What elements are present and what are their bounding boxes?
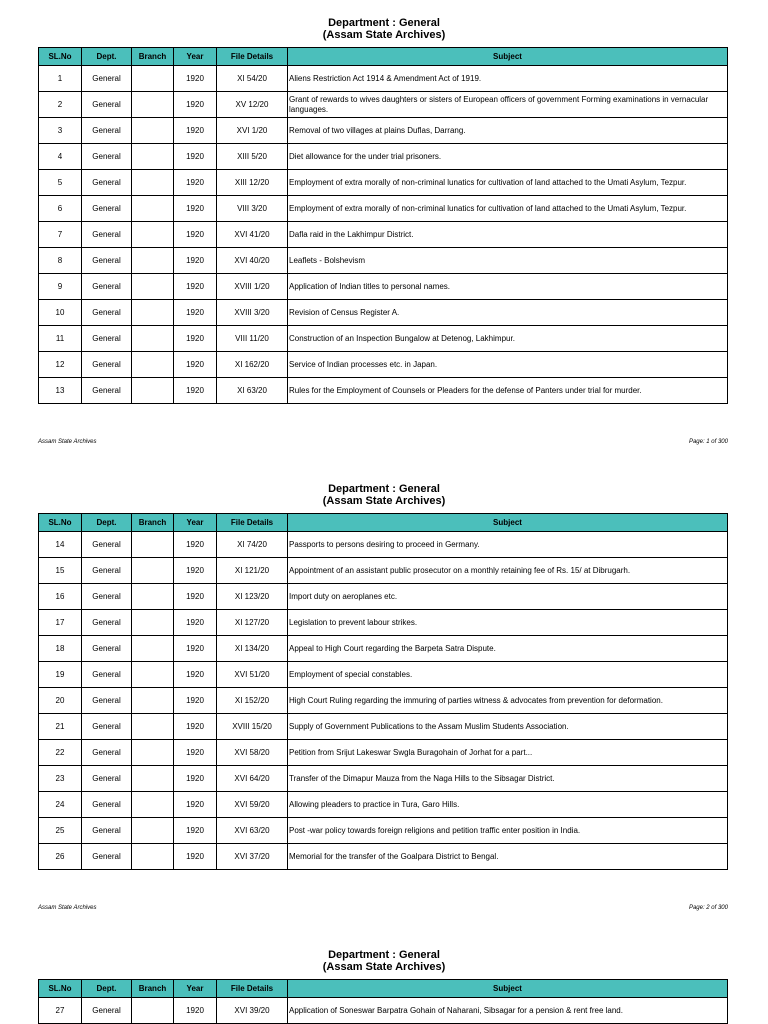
- cell-branch: [132, 326, 174, 352]
- cell-slno: 17: [39, 610, 82, 636]
- table-row: [39, 274, 728, 300]
- cell-year: 1920: [174, 196, 217, 222]
- cell-slno: 13: [39, 378, 82, 404]
- records-table-page-1: [38, 47, 728, 404]
- cell-year: 1920: [174, 92, 217, 118]
- footer-archive-name: Assam State Archives: [38, 905, 97, 911]
- cell-branch: [132, 66, 174, 92]
- col-header-dept: Dept.: [82, 514, 132, 532]
- col-header-year: Year: [174, 48, 217, 66]
- cell-branch: [132, 558, 174, 584]
- cell-dept: General: [82, 636, 132, 662]
- cell-dept: General: [82, 196, 132, 222]
- cell-dept: General: [82, 532, 132, 558]
- table-header-row: [39, 514, 728, 532]
- cell-file-details: XVI 64/20: [217, 766, 288, 792]
- table-row: [39, 144, 728, 170]
- table-row: [39, 998, 728, 1024]
- table-header-row: [39, 980, 728, 998]
- records-table-page-2: [38, 513, 728, 870]
- table-row: [39, 844, 728, 870]
- col-header-subject: Subject: [288, 980, 728, 998]
- cell-slno: 25: [39, 818, 82, 844]
- cell-file-details: XVI 59/20: [217, 792, 288, 818]
- cell-year: 1920: [174, 378, 217, 404]
- cell-dept: General: [82, 558, 132, 584]
- cell-branch: [132, 248, 174, 274]
- cell-branch: [132, 792, 174, 818]
- col-header-slno: SL.No: [39, 980, 82, 998]
- table-row: [39, 248, 728, 274]
- cell-dept: General: [82, 326, 132, 352]
- cell-year: 1920: [174, 740, 217, 766]
- cell-year: 1920: [174, 170, 217, 196]
- cell-subject: Dafla raid in the Lakhimpur District.: [288, 222, 728, 248]
- cell-branch: [132, 636, 174, 662]
- cell-branch: [132, 378, 174, 404]
- cell-slno: 16: [39, 584, 82, 610]
- cell-file-details: XVIII 3/20: [217, 300, 288, 326]
- page3-title: Department : General: [328, 949, 440, 961]
- cell-dept: General: [82, 610, 132, 636]
- cell-slno: 22: [39, 740, 82, 766]
- col-header-file-details: File Details: [217, 48, 288, 66]
- cell-subject: Appointment of an assistant public prosecutor on a monthly retaining fee of Rs. 15/ at Dibrugarh.: [288, 558, 728, 584]
- cell-subject: Rules for the Employment of Counsels or Pleaders for the defense of Panters under trial for murder.: [288, 378, 728, 404]
- cell-file-details: XI 121/20: [217, 558, 288, 584]
- cell-file-details: XI 123/20: [217, 584, 288, 610]
- page2-subtitle: (Assam State Archives): [322, 495, 446, 507]
- cell-branch: [132, 300, 174, 326]
- cell-file-details: XI 54/20: [217, 66, 288, 92]
- col-header-slno: SL.No: [39, 514, 82, 532]
- cell-subject: Transfer of the Dimapur Mauza from the Naga Hills to the Sibsagar District.: [288, 766, 728, 792]
- cell-branch: [132, 998, 174, 1024]
- cell-year: 1920: [174, 844, 217, 870]
- cell-dept: General: [82, 118, 132, 144]
- table-row: [39, 636, 728, 662]
- cell-subject: Employment of special constables.: [288, 662, 728, 688]
- cell-branch: [132, 688, 174, 714]
- cell-subject: Employment of extra morally of non-criminal lunatics for cultivation of land attached to the Umati Asylum, Tezpur.: [288, 196, 728, 222]
- cell-subject: Petition from Srijut Lakeswar Swgla Buragohain of Jorhat for a part...: [288, 740, 728, 766]
- table-row: [39, 326, 728, 352]
- cell-year: 1920: [174, 222, 217, 248]
- cell-year: 1920: [174, 688, 217, 714]
- cell-subject: Import duty on aeroplanes etc.: [288, 584, 728, 610]
- cell-file-details: XI 162/20: [217, 352, 288, 378]
- cell-dept: General: [82, 818, 132, 844]
- cell-dept: General: [82, 688, 132, 714]
- cell-dept: General: [82, 274, 132, 300]
- cell-dept: General: [82, 584, 132, 610]
- cell-file-details: XVI 39/20: [217, 998, 288, 1024]
- cell-dept: General: [82, 170, 132, 196]
- cell-subject: Revision of Census Register A.: [288, 300, 728, 326]
- table-row: [39, 610, 728, 636]
- cell-year: 1920: [174, 584, 217, 610]
- col-header-branch: Branch: [132, 980, 174, 998]
- col-header-file-details: File Details: [217, 980, 288, 998]
- cell-subject: Post -war policy towards foreign religions and petition traffic enter position in India.: [288, 818, 728, 844]
- cell-file-details: XV 12/20: [217, 92, 288, 118]
- cell-dept: General: [82, 998, 132, 1024]
- cell-branch: [132, 274, 174, 300]
- cell-file-details: XIII 5/20: [217, 144, 288, 170]
- cell-year: 1920: [174, 818, 217, 844]
- cell-slno: 14: [39, 532, 82, 558]
- cell-file-details: XVI 37/20: [217, 844, 288, 870]
- cell-file-details: XI 63/20: [217, 378, 288, 404]
- cell-subject: Diet allowance for the under trial prisoners.: [288, 144, 728, 170]
- cell-dept: General: [82, 222, 132, 248]
- cell-file-details: XI 127/20: [217, 610, 288, 636]
- cell-file-details: VIII 11/20: [217, 326, 288, 352]
- cell-slno: 18: [39, 636, 82, 662]
- cell-slno: 8: [39, 248, 82, 274]
- col-header-branch: Branch: [132, 514, 174, 532]
- cell-subject: Leaflets - Bolshevism: [288, 248, 728, 274]
- cell-slno: 19: [39, 662, 82, 688]
- cell-subject: Removal of two villages at plains Duflas, Darrang.: [288, 118, 728, 144]
- cell-file-details: XVI 41/20: [217, 222, 288, 248]
- cell-year: 1920: [174, 326, 217, 352]
- cell-slno: 23: [39, 766, 82, 792]
- cell-dept: General: [82, 844, 132, 870]
- cell-year: 1920: [174, 662, 217, 688]
- cell-subject: Memorial for the transfer of the Goalpara District to Bengal.: [288, 844, 728, 870]
- cell-file-details: XVI 63/20: [217, 818, 288, 844]
- cell-branch: [132, 118, 174, 144]
- table-row: [39, 378, 728, 404]
- cell-branch: [132, 352, 174, 378]
- cell-subject: Aliens Restriction Act 1914 & Amendment Act of 1919.: [288, 66, 728, 92]
- cell-slno: 15: [39, 558, 82, 584]
- page3-subtitle: (Assam State Archives): [322, 961, 446, 973]
- cell-slno: 9: [39, 274, 82, 300]
- table-row: [39, 818, 728, 844]
- cell-year: 1920: [174, 998, 217, 1024]
- cell-file-details: XVI 40/20: [217, 248, 288, 274]
- cell-dept: General: [82, 300, 132, 326]
- cell-branch: [132, 584, 174, 610]
- cell-file-details: XI 74/20: [217, 532, 288, 558]
- cell-branch: [132, 170, 174, 196]
- cell-file-details: XVI 1/20: [217, 118, 288, 144]
- table-row: [39, 170, 728, 196]
- table-row: [39, 300, 728, 326]
- page1-title: Department : General: [328, 17, 440, 29]
- col-header-dept: Dept.: [82, 48, 132, 66]
- cell-slno: 10: [39, 300, 82, 326]
- cell-subject: Service of Indian processes etc. in Japan.: [288, 352, 728, 378]
- cell-file-details: XVI 58/20: [217, 740, 288, 766]
- col-header-subject: Subject: [288, 514, 728, 532]
- cell-dept: General: [82, 144, 132, 170]
- col-header-year: Year: [174, 980, 217, 998]
- cell-subject: Appeal to High Court regarding the Barpeta Satra Dispute.: [288, 636, 728, 662]
- cell-slno: 12: [39, 352, 82, 378]
- cell-year: 1920: [174, 792, 217, 818]
- cell-subject: Allowing pleaders to practice in Tura, Garo Hills.: [288, 792, 728, 818]
- cell-slno: 21: [39, 714, 82, 740]
- cell-year: 1920: [174, 144, 217, 170]
- cell-subject: Grant of rewards to wives daughters or sisters of European officers of government Forming examinations in vernacular languages.: [288, 92, 728, 118]
- cell-branch: [132, 714, 174, 740]
- cell-file-details: XVIII 1/20: [217, 274, 288, 300]
- footer-page-number: Page: 2 of 300: [688, 905, 728, 911]
- col-header-branch: Branch: [132, 48, 174, 66]
- col-header-dept: Dept.: [82, 980, 132, 998]
- table-row: [39, 584, 728, 610]
- col-header-file-details: File Details: [217, 514, 288, 532]
- cell-year: 1920: [174, 352, 217, 378]
- cell-year: 1920: [174, 66, 217, 92]
- cell-subject: Application of Indian titles to personal names.: [288, 274, 728, 300]
- table-row: [39, 662, 728, 688]
- cell-slno: 5: [39, 170, 82, 196]
- cell-slno: 4: [39, 144, 82, 170]
- cell-year: 1920: [174, 274, 217, 300]
- cell-file-details: XVI 51/20: [217, 662, 288, 688]
- cell-branch: [132, 662, 174, 688]
- cell-year: 1920: [174, 300, 217, 326]
- table-row: [39, 196, 728, 222]
- table-row: [39, 688, 728, 714]
- cell-subject: High Court Ruling regarding the immuring of parties witness & advocates from prevention for deformation.: [288, 688, 728, 714]
- cell-file-details: XVIII 15/20: [217, 714, 288, 740]
- cell-year: 1920: [174, 118, 217, 144]
- table-row: [39, 714, 728, 740]
- cell-branch: [132, 844, 174, 870]
- table-row: [39, 740, 728, 766]
- cell-branch: [132, 532, 174, 558]
- cell-subject: Employment of extra morally of non-criminal lunatics for cultivation of land attached to the Umati Asylum, Tezpur.: [288, 170, 728, 196]
- table-row: [39, 766, 728, 792]
- cell-branch: [132, 740, 174, 766]
- col-header-subject: Subject: [288, 48, 728, 66]
- cell-slno: 24: [39, 792, 82, 818]
- cell-file-details: XI 152/20: [217, 688, 288, 714]
- table-row: [39, 118, 728, 144]
- cell-slno: 11: [39, 326, 82, 352]
- page2-title: Department : General: [328, 483, 440, 495]
- table-row: [39, 66, 728, 92]
- cell-slno: 20: [39, 688, 82, 714]
- cell-dept: General: [82, 66, 132, 92]
- cell-slno: 27: [39, 998, 82, 1024]
- cell-branch: [132, 610, 174, 636]
- cell-slno: 7: [39, 222, 82, 248]
- cell-dept: General: [82, 714, 132, 740]
- cell-dept: General: [82, 92, 132, 118]
- table-row: [39, 558, 728, 584]
- cell-dept: General: [82, 248, 132, 274]
- cell-year: 1920: [174, 558, 217, 584]
- col-header-year: Year: [174, 514, 217, 532]
- cell-slno: 2: [39, 92, 82, 118]
- cell-year: 1920: [174, 248, 217, 274]
- col-header-slno: SL.No: [39, 48, 82, 66]
- table-header-row: [39, 48, 728, 66]
- table-row: [39, 352, 728, 378]
- cell-subject: Supply of Government Publications to the Assam Muslim Students Association.: [288, 714, 728, 740]
- cell-branch: [132, 92, 174, 118]
- cell-slno: 3: [39, 118, 82, 144]
- table-row: [39, 92, 728, 118]
- cell-subject: Legislation to prevent labour strikes.: [288, 610, 728, 636]
- cell-subject: Application of Soneswar Barpatra Gohain of Naharani, Sibsagar for a pension & rent free land.: [288, 998, 728, 1024]
- cell-branch: [132, 766, 174, 792]
- footer-page-number: Page: 1 of 300: [688, 439, 728, 445]
- table-row: [39, 792, 728, 818]
- cell-slno: 1: [39, 66, 82, 92]
- cell-dept: General: [82, 792, 132, 818]
- cell-file-details: XIII 12/20: [217, 170, 288, 196]
- cell-subject: Passports to persons desiring to proceed in Germany.: [288, 532, 728, 558]
- cell-file-details: XI 134/20: [217, 636, 288, 662]
- cell-dept: General: [82, 766, 132, 792]
- cell-branch: [132, 144, 174, 170]
- table-row: [39, 222, 728, 248]
- cell-year: 1920: [174, 636, 217, 662]
- cell-slno: 26: [39, 844, 82, 870]
- cell-year: 1920: [174, 532, 217, 558]
- records-table-page-3: [38, 979, 728, 1024]
- cell-branch: [132, 222, 174, 248]
- table-row: [39, 532, 728, 558]
- cell-branch: [132, 818, 174, 844]
- cell-dept: General: [82, 740, 132, 766]
- cell-year: 1920: [174, 610, 217, 636]
- footer-archive-name: Assam State Archives: [38, 439, 97, 445]
- page1-subtitle: (Assam State Archives): [322, 29, 446, 41]
- cell-dept: General: [82, 662, 132, 688]
- cell-file-details: VIII 3/20: [217, 196, 288, 222]
- cell-branch: [132, 196, 174, 222]
- cell-subject: Construction of an Inspection Bungalow at Detenog, Lakhimpur.: [288, 326, 728, 352]
- cell-year: 1920: [174, 714, 217, 740]
- cell-dept: General: [82, 352, 132, 378]
- cell-dept: General: [82, 378, 132, 404]
- cell-year: 1920: [174, 766, 217, 792]
- cell-slno: 6: [39, 196, 82, 222]
